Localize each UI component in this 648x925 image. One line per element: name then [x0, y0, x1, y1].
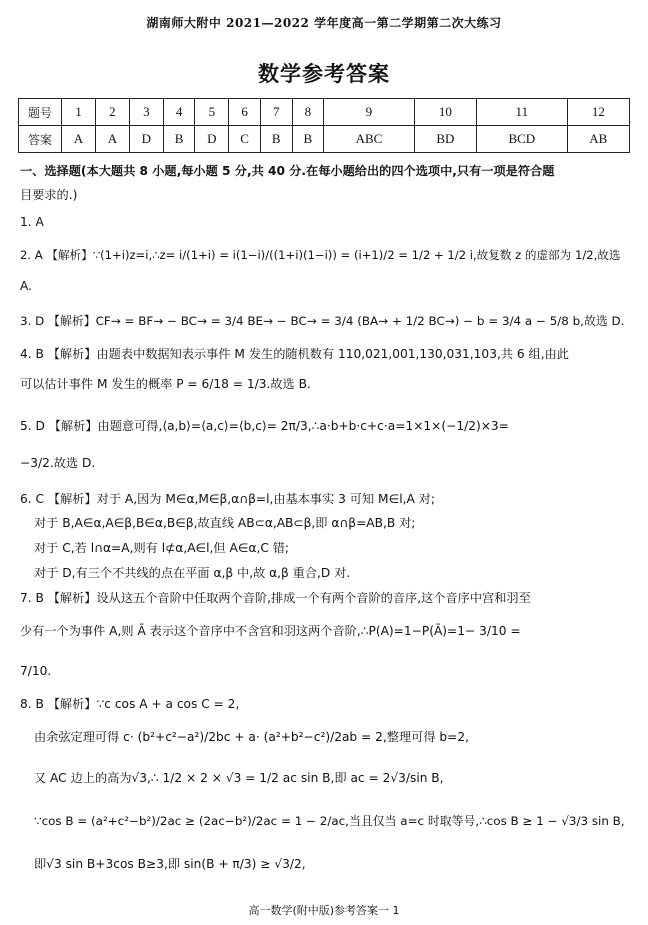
row-header-number: 题号 — [19, 99, 62, 126]
table-cell: ABC — [324, 126, 415, 153]
question-number-row — [19, 99, 630, 126]
table-cell: 8 — [292, 99, 324, 126]
text-line: 即√3 sin B+3cos B≥3,即 sin(B + π/3) ≥ √3/2, — [34, 857, 306, 871]
table-cell: BD — [414, 126, 476, 153]
text-line: 5. D 【解析】由题意可得,⟨a,b⟩=⟨a,c⟩=⟨b,c⟩= 2π/3,∴a·b+b·c+c·a=1×1×(−1/2)×3= — [20, 419, 509, 433]
text-line: 2. A 【解析】∵(1+i)z=i,∴z= i/(1+i) = i(1−i)/((1+i)(1−i)) = (i+1)/2 = 1/2 + 1/2 i,故复数 z 的虚部为 1/2,故选 — [20, 248, 621, 262]
table-cell: A — [62, 126, 96, 153]
table-cell: BCD — [477, 126, 568, 153]
row-header-answer: 答案 — [19, 126, 62, 153]
text-line: 1. A — [20, 215, 44, 229]
table-cell: 4 — [163, 99, 195, 126]
text-line: ∵cos B = (a²+c²−b²)/2ac ≥ (2ac−b²)/2ac = 1 − 2/ac,当且仅当 a=c 时取等号,∴cos B ≥ 1 − √3/3 sin B, — [34, 814, 625, 828]
table-cell: C — [229, 126, 261, 153]
table-cell: 3 — [129, 99, 163, 126]
table-cell: 10 — [414, 99, 476, 126]
text-line: A. — [20, 279, 32, 293]
answer-table — [18, 98, 630, 153]
text-line: 7. B 【解析】设从这五个音阶中任取两个音阶,排成一个有两个音阶的音序,这个音序中宫和羽至 — [20, 591, 531, 605]
text-line: 可以估计事件 M 发生的概率 P = 6/18 = 1/3.故选 B. — [20, 377, 311, 391]
table-cell: B — [163, 126, 195, 153]
answer-row — [19, 126, 630, 153]
table-cell: A — [95, 126, 129, 153]
section-heading: 一、选择题(本大题共 8 小题,每小题 5 分,共 40 分.在每小题给出的四个选项中,只有一项是符合题 — [20, 164, 555, 178]
text-line: 目要求的.) — [20, 188, 78, 202]
text-line: 少有一个为事件 A,则 Ā 表示这个音序中不含宫和羽这两个音阶,∴P(A)=1−P(Ā)=1− 3/10 = — [20, 624, 521, 638]
table-cell: B — [260, 126, 292, 153]
table-cell: D — [195, 126, 229, 153]
table-cell: 12 — [567, 99, 629, 126]
text-line: 由余弦定理可得 c· (b²+c²−a²)/2bc + a· (a²+b²−c²)/2ab = 2,整理可得 b=2, — [34, 730, 469, 744]
page-title: 湖南师大附中 2021—2022 学年度高一第二学期第二次大练习 — [146, 16, 502, 30]
text-line: 6. C 【解析】对于 A,因为 M∈α,M∈β,α∩β=l,由基本事实 3 可知 M∈l,A 对; — [20, 492, 435, 506]
table-cell: B — [292, 126, 324, 153]
table-cell: 1 — [62, 99, 96, 126]
text-line: 8. B 【解析】∵c cos A + a cos C = 2, — [20, 697, 240, 711]
table-cell: 2 — [95, 99, 129, 126]
table-cell: 5 — [195, 99, 229, 126]
text-line: 对于 D,有三个不共线的点在平面 α,β 中,故 α,β 重合,D 对. — [34, 566, 351, 580]
text-line: −3/2.故选 D. — [20, 456, 96, 470]
table-cell: 7 — [260, 99, 292, 126]
text-line: 3. D 【解析】CF→ = BF→ − BC→ = 3/4 BE→ − BC→ = 3/4 (BA→ + 1/2 BC→) − b = 3/4 a − 5/8 b,故选 D. — [20, 314, 625, 328]
table-cell: D — [129, 126, 163, 153]
text-line: 7/10. — [20, 664, 52, 678]
table-cell: 11 — [477, 99, 568, 126]
text-line: 又 AC 边上的高为√3,∴ 1/2 × 2 × √3 = 1/2 ac sin B,即 ac = 2√3/sin B, — [34, 771, 444, 785]
text-line: 4. B 【解析】由题表中数据知表示事件 M 发生的随机数有 110,021,001,130,031,103,共 6 组,由此 — [20, 347, 569, 361]
text-line: 对于 B,A∈α,A∈β,B∈α,B∈β,故直线 AB⊂α,AB⊂β,即 α∩β=AB,B 对; — [34, 516, 416, 530]
page-footer: 高一数学(附中版)参考答案一 1 — [248, 904, 400, 917]
page-subtitle: 数学参考答案 — [258, 62, 390, 86]
table-cell: 6 — [229, 99, 261, 126]
table-cell: 9 — [324, 99, 415, 126]
table-cell: AB — [567, 126, 629, 153]
text-line: 对于 C,若 l∩α=A,则有 l⊄α,A∈l,但 A∈α,C 错; — [34, 541, 290, 555]
